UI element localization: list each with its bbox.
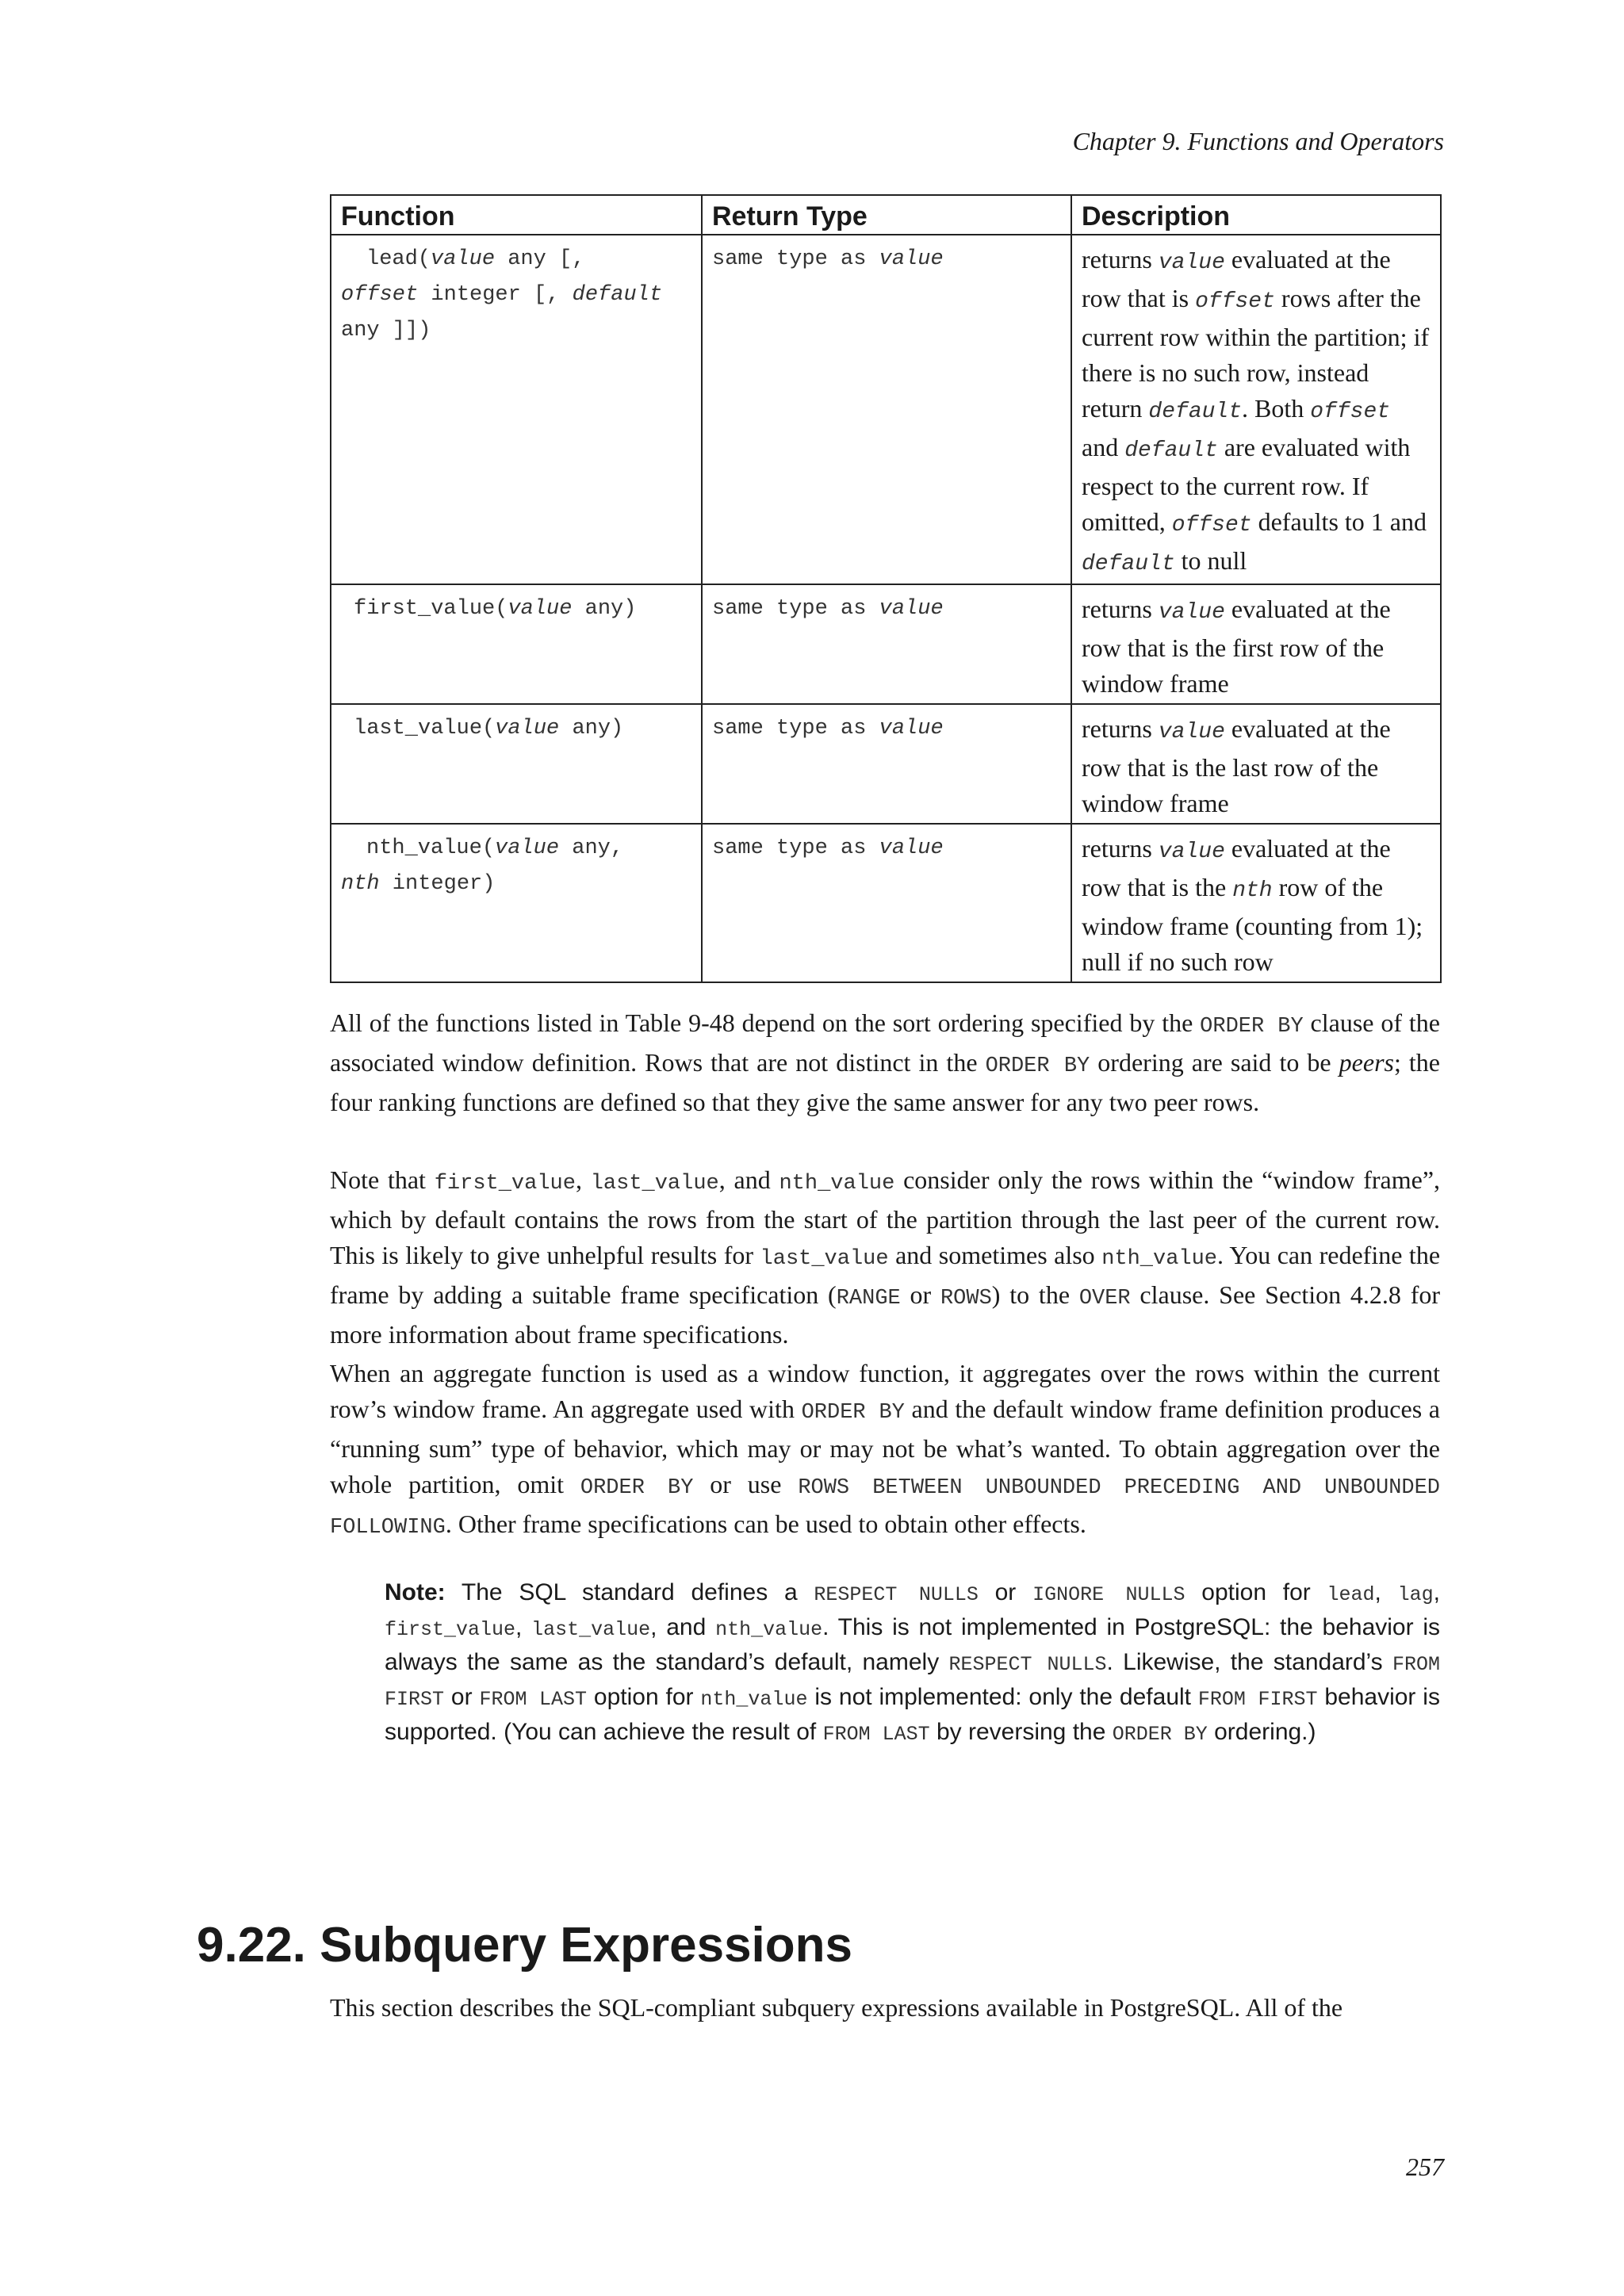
return-type: same type as value [702,704,1071,824]
section-intro: This section describes the SQL-compliant subquery expressions available in PostgreSQL. All of the [330,1993,1343,2022]
function-description: returns value evaluated at the row that is the nth row of the window frame (counting from 1); null if no such row [1071,824,1441,982]
window-functions-table [330,194,1442,983]
running-header: Chapter 9. Functions and Operators [1072,127,1444,155]
paragraph-sort-ordering: All of the functions listed in Table 9-48 depend on the sort ordering specified by the ORDER BY clause of the associated window definition. Rows that are not distinct in the ORDER BY ordering are said to be peers; the four ranking functions are defined so that they give the same answer for any two peer rows. [330,1008,1441,1116]
table-row [331,824,1441,982]
return-type: same type as value [702,584,1071,704]
table-row [331,704,1441,824]
section-heading: 9.22. Subquery Expressions [197,1918,853,1973]
note-block: Note: The SQL standard defines a RESPECT NULLS or IGNORE NULLS option for lead, lag, first_value, last_value, and nth_value. This is not implemented in PostgreSQL: the behavior is always the same as the standard’s default, namely RESPECT NULLS. Likewise, the standard’s FROM FIRST or FROM LAST option for nth_value is not implemented: only the default FROM FIRST behavior is supported. (You can achieve the result of FROM LAST by reversing the ORDER BY ordering.) [385,1579,1441,1746]
function-signature: last_value(value any) [331,704,702,824]
function-description: returns value evaluated at the row that is the last row of the window frame [1071,704,1441,824]
return-type: same type as value [702,824,1071,982]
function-description: returns value evaluated at the row that is offset rows after the current row within the partition; if there is no such row, instead return default. Both offset and default are evaluated with respect to the current row. If omitted, offset defaults to 1 and default to null [1071,235,1441,584]
page-number: 257 [1406,2152,1444,2181]
paragraph-aggregate-window: When an aggregate function is used as a window function, it aggregates over the rows within the current row’s window frame. An aggregate used with ORDER BY and the default window frame definition produces a “running sum” type of behavior, which may or may not be what’s wanted. To obtain aggregation over the whole partition, omit ORDER BY or use ROWS BETWEEN UNBOUNDED PRECEDING AND UNBOUNDED FOLLOWING. Other frame specifications can be used to obtain other effects. [330,1359,1441,1540]
note-label: Note: [385,1579,446,1605]
column-header-description: Description [1071,195,1441,235]
column-header-return-type: Return Type [702,195,1071,235]
column-header-function: Function [331,195,702,235]
paragraph-window-frame: Note that first_value, last_value, and nth_value consider only the rows within the “window frame”, which by default contains the rows from the start of the partition through the last peer of the current row. This is likely to give unhelpful results for last_value and sometimes also nth_value. You can redefine the frame by adding a suitable frame specification (RANGE or ROWS) to the OVER clause. See Section 4.2.8 for more information about frame specifications. [330,1165,1441,1349]
function-signature: lead(value any [, offset integer [, default any ]]) [331,235,702,584]
table-row [331,584,1441,704]
function-signature: first_value(value any) [331,584,702,704]
function-signature: nth_value(value any, nth integer) [331,824,702,982]
return-type: same type as value [702,235,1071,584]
table-row [331,235,1441,584]
table-header-row [331,195,1441,235]
function-description: returns value evaluated at the row that is the first row of the window frame [1071,584,1441,704]
